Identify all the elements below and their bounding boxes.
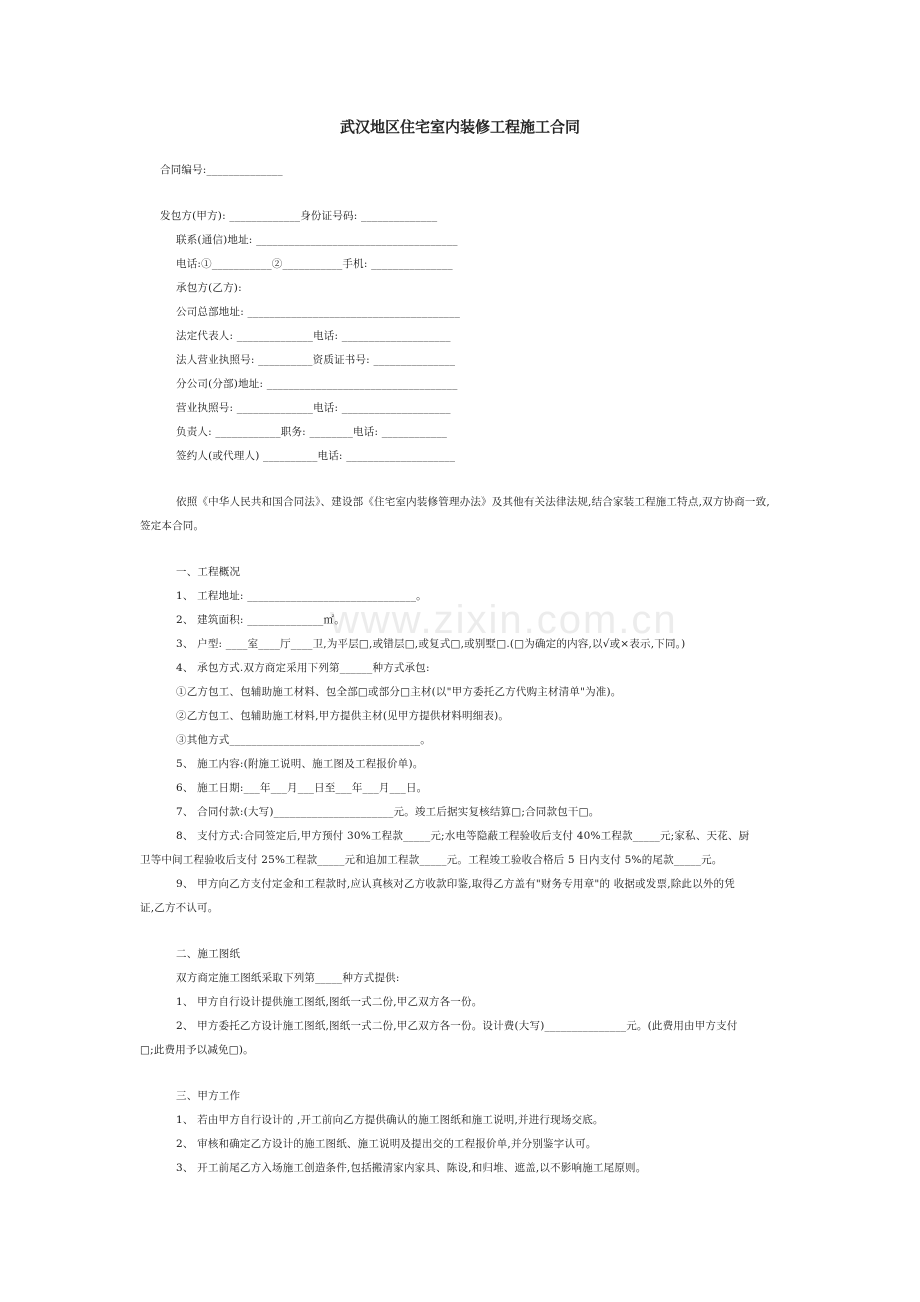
- legal-representative-line: 法定代表人: ______________电话: ____________________: [176, 330, 451, 342]
- clause-line: 3、 开工前尾乙方入场施工创造条件,包括搬清家内家具、陈设,和归堆、遮盖,以不影响施工尾原则。: [176, 1162, 647, 1174]
- section-heading: 一、工程概况: [176, 566, 241, 578]
- section-heading: 二、施工图纸: [176, 948, 241, 960]
- headquarters-address-line: 公司总部地址: _______________________________________: [176, 306, 461, 318]
- preamble-line: 签定本合同。: [140, 520, 205, 532]
- clause-line: 双方商定施工图纸采取下列第_____种方式提供:: [176, 972, 400, 984]
- clause-line: 7、 合同付款:(大写)______________________元。竣工后据实复核结算□;合同款包干□。: [176, 806, 600, 818]
- party-b-line: 承包方(乙方):: [176, 282, 242, 294]
- party-a-phone-line: 电话:①___________②___________手机: _______________: [176, 258, 453, 270]
- clause-line: 卫等中间工程验收后支付 25%工程款_____元和追加工程款_____元。工程竣工验收合格后 5 日内支付 5%的尾款_____元。: [140, 854, 723, 866]
- clause-line: ①乙方包工、包辅助施工材料、包全部□或部分□主材(以"甲方委托乙方代购主材清单"为准)。: [176, 686, 622, 698]
- clause-line: 2、 审核和确定乙方设计的施工图纸、施工说明及提出交的工程报价单,并分别鉴字认可。: [176, 1138, 597, 1150]
- branch-address-line: 分公司(分部)地址: ___________________________________: [176, 378, 458, 390]
- business-license-line: 法人营业执照号: __________资质证书号: _______________: [176, 354, 456, 366]
- section-heading: 三、甲方工作: [176, 1090, 241, 1102]
- clause-line: 5、 施工内容:(附施工说明、施工图及工程报价单)。: [176, 758, 424, 770]
- clause-line: 1、 甲方自行设计提供施工图纸,图纸一式二份,甲乙双方各一份。: [176, 996, 483, 1008]
- party-a-address-line: 联系(通信)地址: _____________________________________: [176, 234, 458, 246]
- clause-line: 证,乙方不认可。: [140, 902, 219, 914]
- clause-line: 9、 甲方向乙方支付定金和工程款时,应认真核对乙方收款印鉴,取得乙方盖有"财务专用章"的 收据或发票,除此以外的凭: [176, 878, 735, 890]
- clause-line: 2、 建筑面积: ______________㎡。: [176, 614, 345, 626]
- watermark: www.zixin.com.cn: [330, 598, 678, 642]
- clause-line: 8、 支付方式:合同签定后,甲方预付 30%工程款_____元;水电等隐蔽工程验收后支付 40%工程款_____元;家私、天花、厨: [176, 830, 750, 842]
- document-title: 武汉地区住宅室内装修工程施工合同: [339, 118, 580, 136]
- clause-line: 3、 户型: ____室____厅____卫,为平层□,或错层□,或复式□,或别墅□.(□为确定的内容,以√或×表示,下同。): [176, 638, 686, 650]
- clause-line: □;此费用予以减免□)。: [140, 1044, 254, 1056]
- clause-line: 6、 施工日期:___年___月___日至___年___月___日。: [176, 782, 428, 794]
- clause-line: 4、 承包方式.双方商定采用下列第______种方式承包:: [176, 662, 430, 674]
- contract-number-line: 合同编号:______________: [160, 164, 283, 176]
- preamble-line: 依照《中华人民共和国合同法》、建设部《住宅室内装修管理办法》及其他有关法律法规,结合家装工程施工特点,双方协商一致,: [176, 496, 770, 508]
- clause-line: 1、 若由甲方自行设计的 ,开工前向乙方提供确认的施工图纸和施工说明,并进行现场交底。: [176, 1114, 604, 1126]
- clause-line: 1、 工程地址: _______________________________。: [176, 590, 427, 602]
- clause-line: ③其他方式___________________________________。: [176, 734, 431, 746]
- signatory-line: 签约人(或代理人) __________电话: ____________________: [176, 450, 456, 462]
- clause-line: 2、 甲方委托乙方设计施工图纸,图纸一式二份,甲乙双方各一份。设计费(大写)_______________元。(此费用由甲方支付: [176, 1020, 738, 1032]
- party-a-line: 发包方(甲方): _____________身份证号码: ______________: [160, 210, 438, 222]
- clause-line: ②乙方包工、包辅助施工材料,甲方提供主材(见甲方提供材料明细表)。: [176, 710, 510, 722]
- branch-license-line: 营业执照号: ______________电话: ____________________: [176, 402, 451, 414]
- person-in-charge-line: 负责人: ____________职务: ________电话: ____________: [176, 426, 448, 438]
